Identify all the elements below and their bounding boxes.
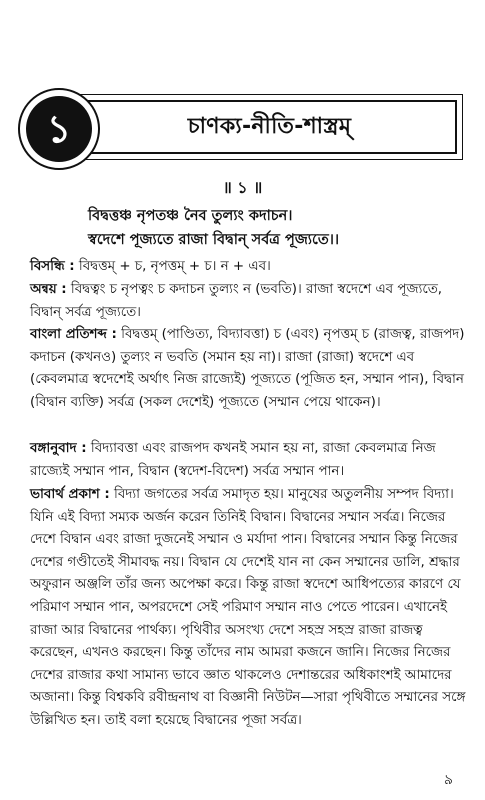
anvay-section [30, 279, 468, 324]
sloka-line-1: বিদ্বত্তঞ্চ নৃপতঞ্চ নৈব তুল্যং কদাচন। [88, 208, 293, 224]
bhavartha-section [30, 484, 468, 733]
chapter-number-badge [18, 88, 100, 170]
chapter-title: চাণক্য-নীতি-শাস্ত্রম্ [187, 113, 352, 139]
sandhi-text: বিদ্বত্তম্ + চ, নৃপত্তম্ + চ। ন + এব। [78, 259, 271, 274]
anubad-text: বিদ্যাবত্তা এবং রাজপদ কখনই সমান হয় না, রাজা কেবলমাত্র নিজ রাজ্যেই সম্মান পান, বিদ্বান (স্বদেশ-বিদেশ) সর্বত্র সম্মান পান। [30, 441, 436, 479]
pratishabda-section [30, 324, 468, 414]
sandhi-section [30, 256, 468, 279]
chapter-title-box [76, 94, 463, 160]
sandhi-label: বিসন্ধি : [30, 259, 75, 274]
chapter-title-inner-frame [82, 100, 457, 154]
chapter-number: ১ [46, 107, 72, 151]
chapter-header [18, 88, 463, 168]
pratishabda-text: বিদ্বত্তম্ (পাণ্ডিত্য, বিদ্যাবত্তা) চ (এবং) নৃপত্তম্ চ (রাজত্ব, রাজপদ) কদাচন (কখনও) তুল্যং ন ভবতি (সমান হয় না)। রাজা (রাজা) স্বদেশে এব (কেবলমাত্র স্বদেশেই অর্থাৎ নিজ রাজ্যেই) পূজ্যতে (পূজিত হন, সম্মান পান), বিদ্বান (বিদ্বান ব্যক্তি) সর্বত্র (সকল দেশেই) পূজ্যতে (সম্মান পেয়ে থাকেন)। [30, 327, 465, 410]
bhavartha-label: ভাবার্থ প্রকাশ : [30, 487, 110, 502]
anvay-label: অন্বয় : [30, 282, 67, 297]
bhavartha-text: বিদ্যা জগতের সর্বত্র সমাদৃত হয়। মানুষের অতুলনীয় সম্পদ বিদ্যা। যিনি এই বিদ্যা সম্যক অর্জন করেন তিনিই বিদ্বান। বিদ্বানের সম্মান সর্বত্র। নিজের দেশে বিদ্বান এবং রাজা দুজনেই সম্মান ও মর্যাদা পান। বিদ্বানের সম্মান কিন্তু নিজের দেশের গণ্ডীতেই সীমাবদ্ধ নয়। বিদ্বান যে দেশেই যান না কেন সম্মানের ডালি, শ্রদ্ধার অফুরান অঞ্জলি তাঁর জন্য অপেক্ষা করে। কিন্তু রাজা স্বদেশে আধিপত্যের কারণে যে পরিমাণ সম্মান পান, অপরদেশে সেই পরিমাণ সম্মান নাও পেতে পারেন। এখানেই রাজা আর বিদ্বানের পার্থক্য। পৃথিবীর অসংখ্য দেশে সহস্র সহস্র রাজা রাজত্ব করেছেন, এখনও করছেন। কিন্তু তাঁদের নাম আমরা কজনে জানি। নিজের নিজের দেশের রাজার কথা সামান্য ভাবে জ্ঞাত থাকলেও দেশান্তরের অধিকাংশই আমাদের অজানা। কিন্তু বিশ্বকবি রবীন্দ্রনাথ বা বিজ্ঞানী নিউটন—সারা পৃথিবীতে সম্মানের সঙ্গে উল্লিখিত হন। তাই বলা হয়েছে বিদ্বানের পূজা সর্বত্র। [30, 487, 466, 728]
sloka-line-2: স্বদেশে পূজ্যতে রাজা বিদ্বান্ সর্বত্র পূজ্যতে।। [88, 232, 340, 248]
anubad-section [30, 438, 468, 483]
anvay-text: বিদ্বত্বং চ নৃপত্বং চ কদাচন তুল্যং ন (ভবতি)। রাজা স্বদেশে এব পূজ্যতে, বিদ্বান্ সর্বত্র পূজ্যতে। [30, 282, 443, 320]
anubad-label: বঙ্গানুবাদ : [30, 441, 87, 456]
verse-number: ॥ ১ ॥ [222, 178, 263, 197]
chapter-number-circle [26, 96, 92, 162]
pratishabda-label: বাংলা প্রতিশব্দ : [30, 327, 117, 342]
page-number: ৯ [443, 772, 453, 788]
